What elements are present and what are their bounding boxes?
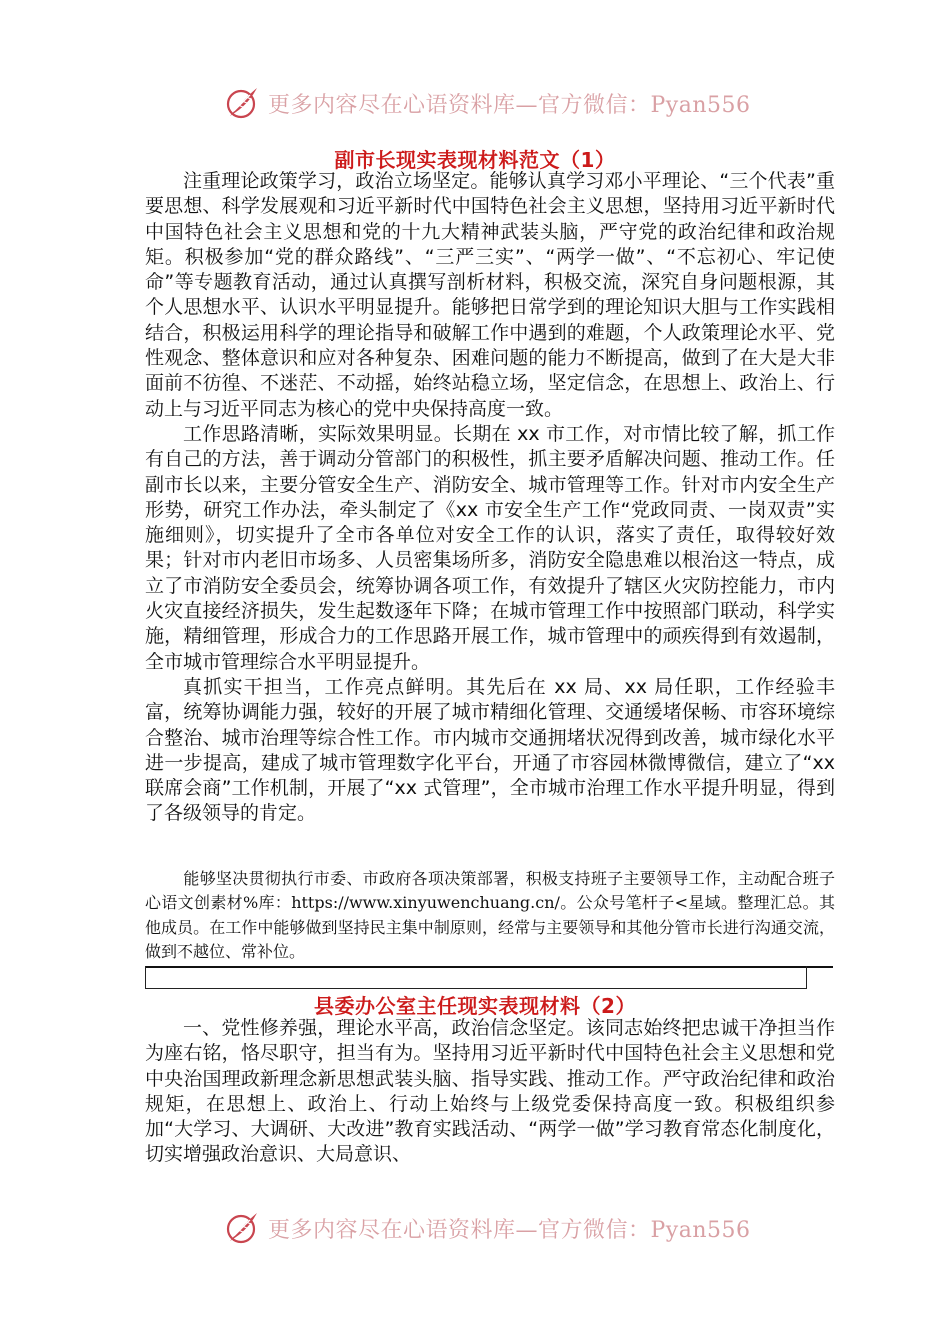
feather-pen-logo-icon	[224, 85, 260, 121]
header-banner	[224, 83, 751, 123]
empty-table-box	[145, 966, 807, 989]
feather-pen-logo-icon	[224, 1210, 260, 1246]
banner-text: 更多内容尽在心语资料库—官方微信：Pyan556	[268, 1217, 751, 1243]
section1-note-paragraph: 能够坚决贯彻执行市委、市政府各项决策部署，积极支持班子主要领导工作，主动配合班子心语文创素材%库：https://www.xinyuwenchuang.cn/。公众号笔杆子<星域。整理汇总。其他成员。在工作中能够做到坚持民主集中制原则，经常与主要领导和其他分管市长进行沟通交流，做到不越位、常补位。	[145, 869, 835, 961]
section2-body	[145, 1016, 835, 1168]
section1-paragraph: 注重理论政策学习，政治立场坚定。能够认真学习邓小平理论、“三个代表”重要思想、科学发展观和习近平新时代中国特色社会主义思想，坚持用习近平新时代中国特色社会主义思想和党的十九大精神武装头脑，严守党的政治纪律和政治规矩。积极参加“党的群众路线”、“三严三实”、“两学一做”、“不忘初心、牢记使命”等专题教育活动，通过认真撰写剖析材料，积极交流，深究自身问题根源，其个人思想水平、认识水平明显提升。能够把日常学到的理论知识大胆与工作实践相结合，积极运用科学的理论指导和破解工作中遇到的难题，个人政策理论水平、党性观念、整体意识和应对各种复杂、困难问题的能力不断提高，做到了在大是大非面前不彷徨、不迷茫、不动摇，始终站稳立场，坚定信念，在思想上、政治上、行动上与习近平同志为核心的党中央保持高度一致。	[145, 170, 835, 420]
section1-paragraph: 真抓实干担当，工作亮点鲜明。其先后在 xx 局、xx 局任职，工作经验丰富，统筹协调能力强，较好的开展了城市精细化管理、交通缓堵保畅、市容环境综合整治、城市治理等综合性工作。市内城市交通拥堵状况得到改善，城市绿化水平进一步提高，建成了城市管理数字化平台，开通了市容园林微博微信，建立了“xx 联席会商”工作机制，开展了“xx 式管理”，全市城市治理工作水平提升明显，得到了各级领导的肯定。	[145, 675, 835, 825]
section2-title: 县委办公室主任现实表现材料（2）	[314, 994, 636, 1018]
section2-paragraph: 一、党性修养强，理论水平高，政治信念坚定。该同志始终把忠诚干净担当作为座右铭，恪尽职守，担当有为。坚持用习近平新时代中国特色社会主义思想和党中央治国理政新理念新思想武装头脑、指导实践、推动工作。严守政治纪律和政治规矩，在思想上、政治上、行动上始终与上级党委保持高度一致。积极组织参加“大学习、大调研、大改进”教育实践活动、“两学一做”学习教育常态化制度化，切实增强政治意识、大局意识、	[145, 1017, 835, 1166]
section1-title: 副市长现实表现材料范文（1）	[334, 148, 616, 172]
section1-paragraph: 工作思路清晰，实际效果明显。长期在 xx 市工作，对市情比较了解，抓工作有自己的方法，善于调动分管部门的积极性，抓主要矛盾解决问题、推动工作。任副市长以来，主要分管安全生产、消防安全、城市管理等工作。针对市内安全生产形势，研究工作办法，牵头制定了《xx 市安全生产工作“党政同责、一岗双责”实施细则》，切实提升了全市各单位对安全工作的认识，落实了责任，取得较好效果；针对市内老旧市场多、人员密集场所多，消防安全隐患难以根治这一特点，成立了市消防安全委员会，统筹协调各项工作，有效提升了辖区火灾防控能力，市内火灾直接经济损失，发生起数逐年下降；在城市管理工作中按照部门联动，科学实施，精细管理，形成合力的工作思路开展工作，城市管理中的顽疾得到有效遏制，全市城市管理综合水平明显提升。	[145, 422, 835, 673]
section1-body	[145, 169, 835, 827]
banner-text: 更多内容尽在心语资料库—官方微信：Pyan556	[268, 92, 751, 118]
footer-banner	[224, 1208, 751, 1248]
section1-note	[145, 867, 835, 964]
